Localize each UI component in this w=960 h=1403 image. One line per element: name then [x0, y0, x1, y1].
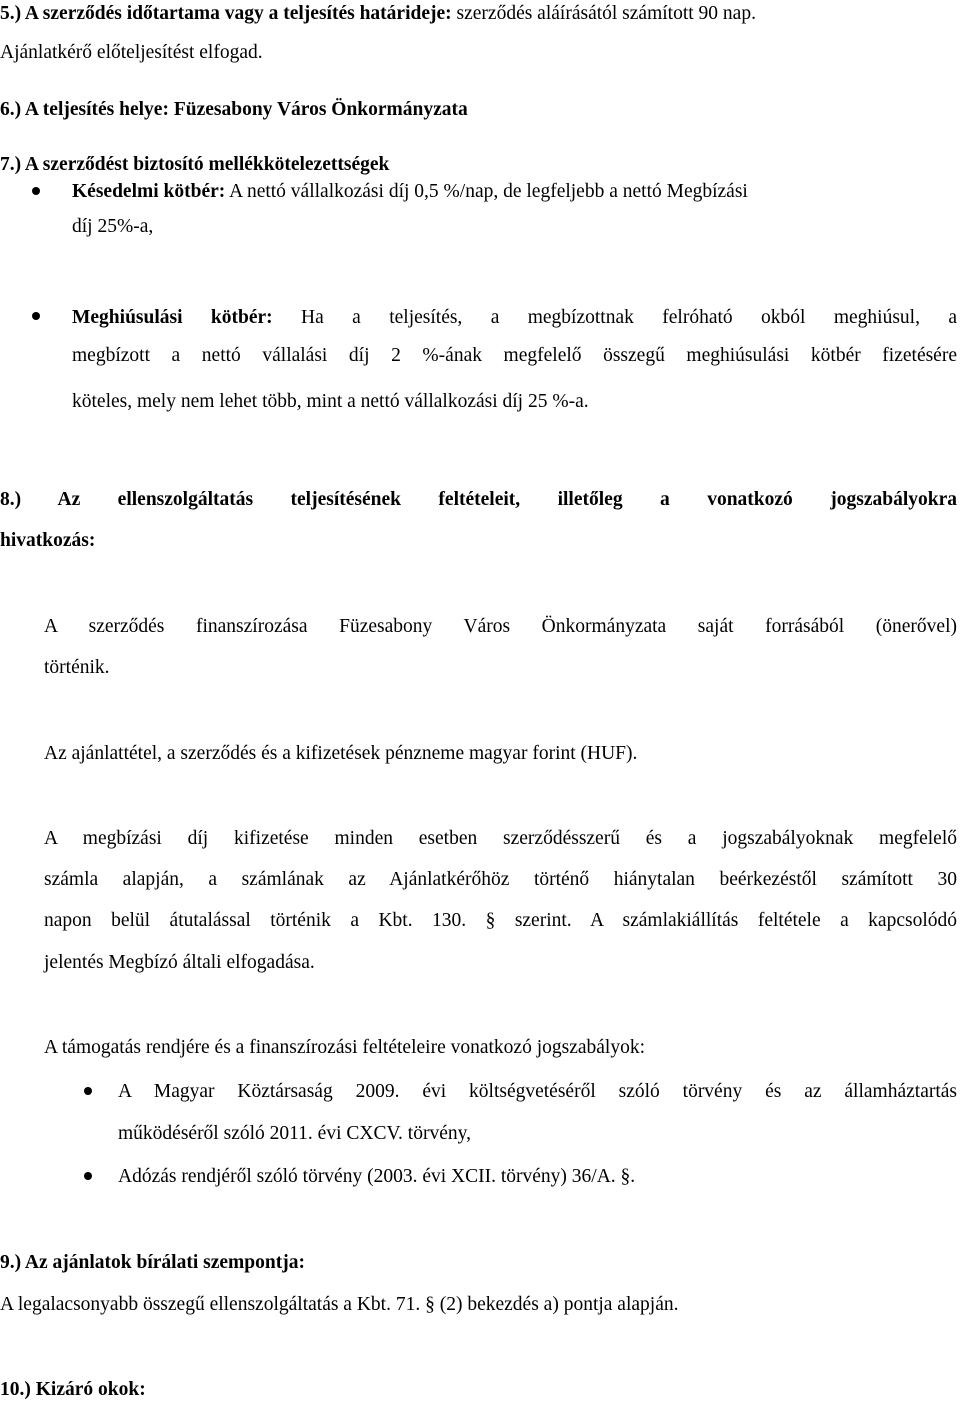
bullet-icon	[32, 312, 40, 320]
section-5-text: szerződés aláírásától számított 90 nap.	[451, 3, 756, 24]
payment-line-2: számla alapján, a számlának az Ajánlatkérőhöz történő hiánytalan beérkezéstől számított 30	[44, 869, 957, 890]
section-sign: §	[425, 1294, 435, 1315]
section-8-heading-line-2: hivatkozás:	[0, 530, 96, 551]
kesedelmi-kotber-text: A nettó vállalkozási díj 0,5 %/nap, de legfeljebb a nettó Megbízási	[225, 181, 748, 202]
section-5-line-2: Ajánlatkérő előteljesítést elfogad.	[0, 42, 263, 63]
bullet-icon	[84, 1172, 92, 1180]
section-7-item-1-line-2: díj 25%-a,	[72, 216, 154, 237]
payment-line-1: A megbízási díj kifizetése minden esetben szerződésszerű és a jogszabályoknak megfelelő	[44, 828, 957, 849]
section-7-item-2-line-3: köteles, mely nem lehet több, mint a nettó vállalkozási díj 25 %-a.	[72, 391, 589, 412]
section-sign: §	[485, 910, 496, 931]
section-7-heading: 7.) A szerződést biztosító mellékkötelezettségek	[0, 154, 390, 175]
law-item-1-line-1: A Magyar Köztársaság 2009. évi költségvetéséről szóló törvény és az államháztartás	[118, 1081, 957, 1102]
bullet-icon	[32, 187, 40, 195]
meghiusulasi-kotber-text: Ha a teljesítés, a megbízottnak felróható okból meghiúsul, a	[272, 307, 957, 328]
bullet-icon	[84, 1087, 92, 1095]
section-5-line-1	[0, 2, 960, 26]
section-9-heading: 9.) Az ajánlatok bírálati szempontja:	[0, 1252, 305, 1273]
section-7-item-2-line-1	[72, 306, 957, 330]
payment-line-4: jelentés Megbízó általi elfogadása.	[44, 952, 315, 973]
section-9-text: A legalacsonyabb összegű ellenszolgáltatás a Kbt. 71. § (2) bekezdés a) pontja alapján.	[0, 1294, 679, 1315]
laws-intro: A támogatás rendjére és a finanszírozási feltételeire vonatkozó jogszabályok:	[44, 1037, 646, 1058]
kesedelmi-kotber-label: Késedelmi kötbér:	[72, 181, 226, 202]
section-7-item-2-line-2: megbízott a nettó vállalási díj 2 %-ának megfelelő összegű meghiúsulási kötbér fizetésére	[72, 345, 957, 366]
financing-line-2: történik.	[44, 657, 110, 678]
section-10-heading: 10.) Kizáró okok:	[0, 1379, 146, 1400]
meghiusulasi-kotber-label: Meghiúsulási kötbér:	[72, 307, 273, 328]
section-7-item-1-line-1	[72, 180, 957, 204]
section-8-heading-line-1: 8.) Az ellenszolgáltatás teljesítésének feltételeit, illetőleg a vonatkozó jogszabályokra	[0, 489, 957, 510]
section-6-heading: 6.) A teljesítés helye: Füzesabony Város Önkormányzata	[0, 99, 468, 120]
law-item-2: Adózás rendjéről szóló törvény (2003. évi XCII. törvény) 36/A. §.	[118, 1166, 636, 1187]
section-5-heading: 5.) A szerződés időtartama vagy a teljesítés határideje:	[0, 3, 452, 24]
currency-paragraph: Az ajánlattétel, a szerződés és a kifizetések pénzneme magyar forint (HUF).	[44, 743, 638, 764]
financing-line-1: A szerződés finanszírozása Füzesabony Város Önkormányzata saját forrásából (önerővel)	[44, 616, 957, 637]
law-item-1-line-2: működéséről szóló 2011. évi CXCV. törvény,	[118, 1123, 471, 1144]
payment-line-3: napon belül átutalással történik a Kbt. 130. § szerint. A számlakiállítás feltétele a kapcsolódó	[44, 910, 958, 931]
